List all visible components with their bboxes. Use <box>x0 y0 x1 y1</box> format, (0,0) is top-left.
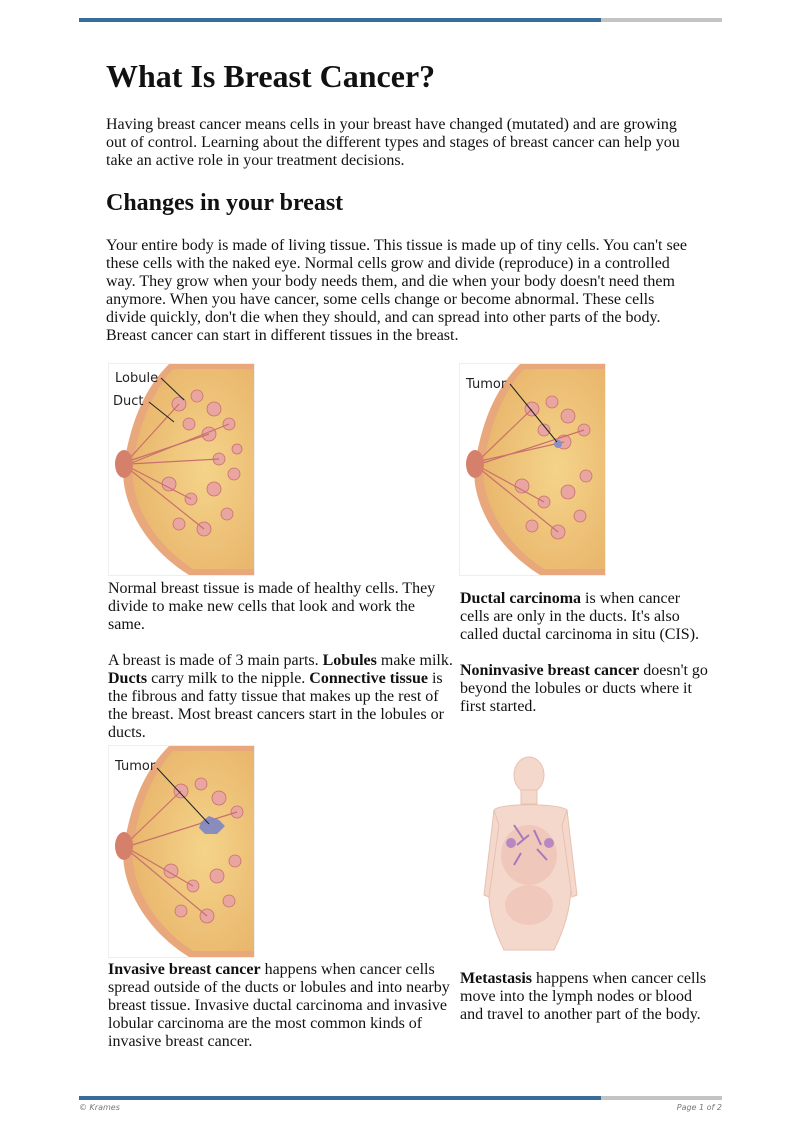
ductal-carcinoma-illustration <box>459 363 606 576</box>
header-accent-bar <box>79 18 722 22</box>
tumor-label: Tumor <box>115 759 156 774</box>
section-paragraph: Your entire body is made of living tissue. This tissue is made up of tiny cells. You can't see these cells with the naked eye. Normal cells grow and divide (reproduce) in a controlled way. They grow when your body needs them, and die when your body doesn't need them anymore. When you have cancer, some cells change or become abnormal. These cells divide quickly, don't die when they should, and can spread into other parts of the body. Breast cancer can start in different tissues in the breast. <box>106 237 687 344</box>
invasive-cancer-illustration <box>108 745 255 958</box>
tumor-label: Tumor <box>466 377 507 392</box>
metastasis-caption-block <box>460 970 710 1024</box>
ductal-caption-block <box>460 590 710 716</box>
metastasis-caption: Metastasis happens when cancer cells move into the lymph nodes or blood and travel to another part of the body. <box>460 970 707 1023</box>
normal-tissue-caption-block <box>108 580 453 742</box>
invasive-caption: Invasive breast cancer happens when cancer cells spread outside of the ducts or lobules and into nearby breast tissue. Invasive ductal carcinoma and invasive lobular carcinoma are the most common kinds of invasive breast cancer. <box>108 961 450 1050</box>
footer-copyright: © Krames <box>79 1103 120 1112</box>
page-title: What Is Breast Cancer? <box>106 58 436 94</box>
duct-label: Duct <box>113 394 144 409</box>
metastasis-body-illustration <box>459 745 604 956</box>
breast-parts-paragraph: A breast is made of 3 main parts. Lobules make milk. Ducts carry milk to the nipple. Connective tissue is the fibrous and fatty tissue that makes up the rest of the breast. Most breast cancers start in the lobules or ducts. <box>108 652 453 741</box>
invasive-caption-block <box>108 961 453 1051</box>
noninvasive-caption: Noninvasive breast cancer doesn't go beyond the lobules or ducts where it first started. <box>460 662 708 715</box>
lobule-label: Lobule <box>115 371 159 386</box>
normal-breast-illustration <box>108 363 255 576</box>
footer-page-number: Page 1 of 2 <box>676 1103 722 1112</box>
normal-tissue-caption: Normal breast tissue is made of healthy cells. They divide to make new cells that look and work the same. <box>108 580 436 633</box>
footer-accent-bar <box>79 1096 722 1100</box>
ductal-carcinoma-caption: Ductal carcinoma is when cancer cells are only in the ducts. It's also called ductal carcinoma in situ (CIS). <box>460 590 700 643</box>
intro-paragraph: Having breast cancer means cells in your breast have changed (mutated) and are growing out of control. Learning about the different types and stages of breast cancer can help you take an active role in your treatment decisions. <box>106 116 680 169</box>
section-heading: Changes in your breast <box>106 190 344 216</box>
